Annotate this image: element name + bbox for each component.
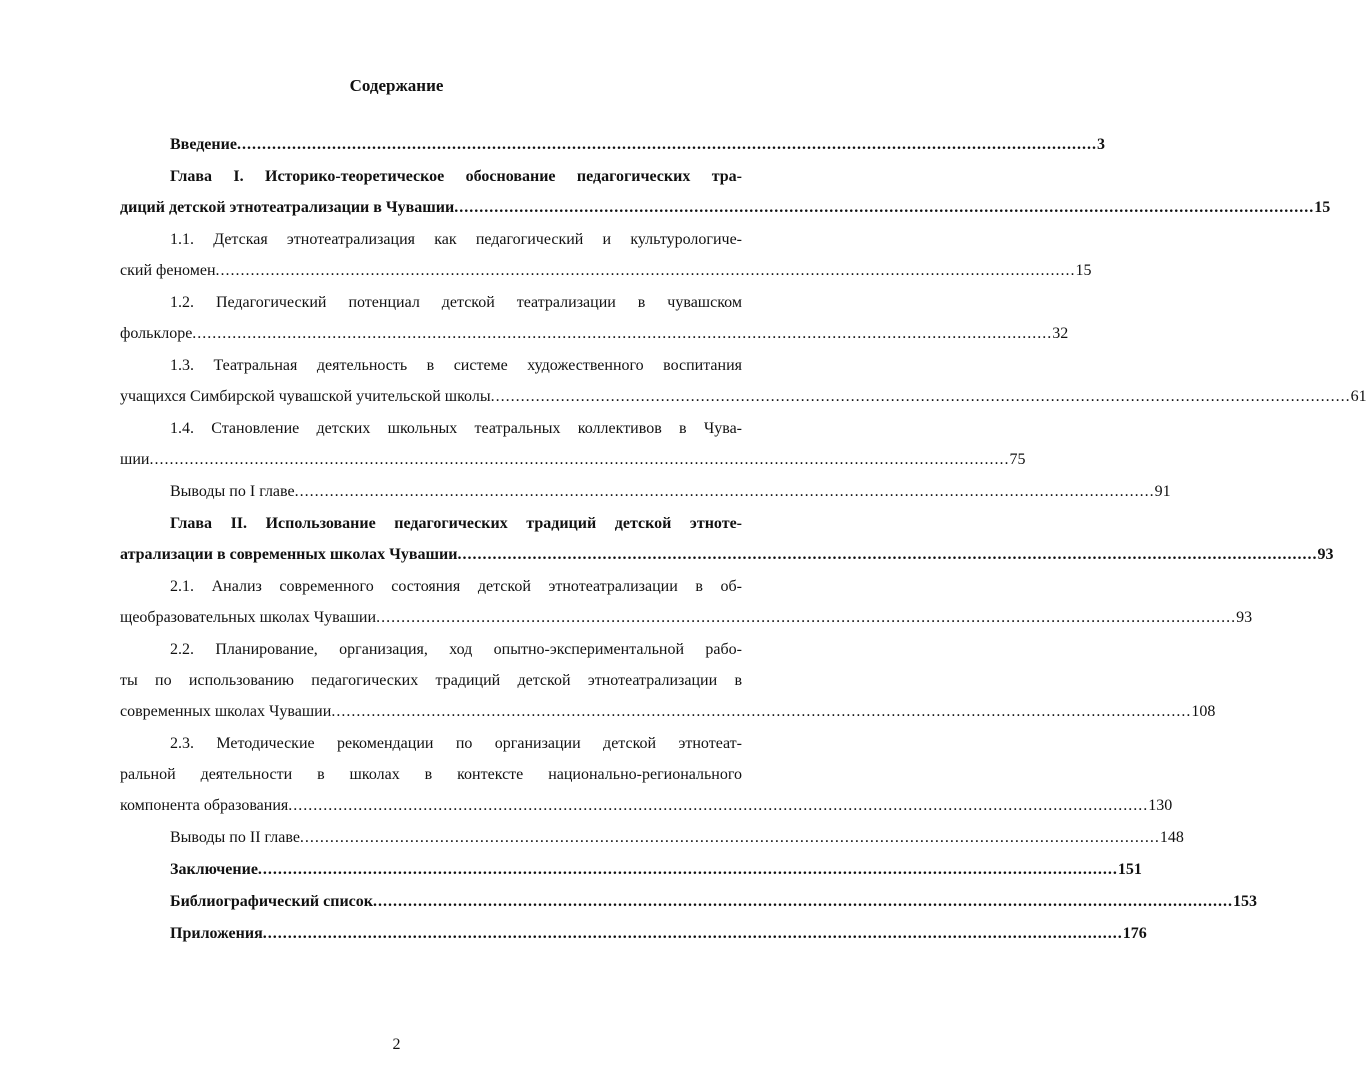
page-number: 2 [392,1036,401,1053]
toc-page-number: 15 [1075,262,1092,279]
toc-entry-1-1[interactable] [0,231,793,262]
toc-entry-1-3-cont[interactable] [0,388,1367,419]
toc-entry-2-1[interactable] [0,578,793,609]
toc-page-number: 32 [1052,325,1069,342]
leader-dots: ............................................................................................................................................................................ [215,262,1076,279]
toc-entry-title-line: Глава I. Историко-теоретическое обоснование педагогических тра- [170,168,742,185]
toc-entry-title: Введение [170,136,237,153]
toc-entry-title-line: 1.2. Педагогический потенциал детской театрализации в чувашском [170,294,742,311]
toc-entry-title-line: ты по использованию педагогических традиций детской этнотеатрализации в [120,672,742,689]
toc-entry-1-1-cont[interactable] [0,262,1092,293]
leader-dots: ............................................................................................................................................................................ [299,829,1160,846]
page-title: Содержание [349,76,444,95]
toc-page-number: 148 [1159,829,1184,846]
toc-entry-title: Приложения [170,925,263,942]
toc-entry-chapter-1[interactable] [0,168,793,199]
toc-entry-1-3[interactable] [0,357,793,388]
toc-entry-title: шии [120,451,150,468]
toc-entry-title: компонента образования [120,797,289,814]
leader-dots: ............................................................................................................................................................................ [376,609,1237,626]
toc-entry-title: Выводы по II главе [170,829,300,846]
toc-page-number: 108 [1191,703,1216,720]
toc-entry-title: Библиографический список [170,893,373,910]
toc-entry-title-line: 2.2. Планирование, организация, ход опытно-экспериментальной рабо- [170,641,742,658]
toc-entry-title: атрализации в современных школах Чувашии [120,546,458,563]
toc-entry-bibliography[interactable] [0,893,1257,924]
toc-entry-title-line: 1.3. Театральная деятельность в системе художественного воспитания [170,357,742,374]
toc-entry-1-2[interactable] [0,294,793,325]
leader-dots: ............................................................................................................................................................................ [454,199,1315,216]
toc-entry-title-line: 1.1. Детская этнотеатрализация как педагогический и культурологиче- [170,231,742,248]
toc-entry-title: учащихся Симбирской чувашской учительской школы [120,388,491,405]
toc-entry-conclusion[interactable] [0,861,1142,892]
leader-dots: ............................................................................................................................................................................ [257,861,1118,878]
toc-entry-1-4[interactable] [0,420,793,451]
toc-page-number: 75 [1009,451,1026,468]
leader-dots: ............................................................................................................................................................................ [288,797,1149,814]
leader-dots: ............................................................................................................................................................................ [149,451,1010,468]
toc-entry-title-line: 2.3. Методические рекомендации по организации детской этнотеат- [170,735,742,752]
toc-page-number: 91 [1154,483,1171,500]
toc-entry-conclusions-2[interactable] [0,829,1184,860]
toc-page-number: 61 [1350,388,1367,405]
toc-entry-2-3-cont[interactable] [0,797,1173,828]
toc-entry-2-3-line2[interactable] [0,766,793,797]
toc-entry-2-2[interactable] [0,641,793,672]
leader-dots: ............................................................................................................................................................................ [192,325,1053,342]
toc-entry-2-3[interactable] [0,735,793,766]
toc-page-number: 176 [1122,925,1147,942]
leader-dots: ............................................................................................................................................................................ [372,893,1233,910]
toc-entry-chapter-2[interactable] [0,515,793,546]
leader-dots: ............................................................................................................................................................................ [294,483,1155,500]
toc-entry-title: современных школах Чувашии [120,703,332,720]
toc-entry-2-2-cont[interactable] [0,703,1216,734]
toc-entry-title-line: 1.4. Становление детских школьных театральных коллективов в Чува- [170,420,742,437]
toc-entry-appendices[interactable] [0,925,1147,956]
toc-entry-title: Заключение [170,861,258,878]
leader-dots: ............................................................................................................................................................................ [236,136,1097,153]
toc-entry-title: фольклоре [120,325,193,342]
toc-entry-chapter-2-cont[interactable] [0,546,1334,577]
toc-entry-2-2-line2[interactable] [0,672,793,703]
leader-dots: ............................................................................................................................................................................ [262,925,1123,942]
leader-dots: ............................................................................................................................................................................ [457,546,1318,563]
toc-entry-title-line: Глава II. Использование педагогических традиций детской этноте- [170,515,742,532]
toc-entry-chapter-1-cont[interactable] [0,199,1331,230]
toc-page-number: 93 [1236,609,1253,626]
toc-page-number: 93 [1317,546,1334,563]
toc-entry-2-1-cont[interactable] [0,609,1253,640]
toc-entry-title-line: 2.1. Анализ современного состояния детской этнотеатрализации в об- [170,578,742,595]
toc-page-number: 3 [1096,136,1105,153]
leader-dots: ............................................................................................................................................................................ [331,703,1192,720]
toc-page-number: 151 [1117,861,1142,878]
toc-page-number: 130 [1148,797,1173,814]
toc-entry-title: диций детской этнотеатрализации в Чувашии [120,199,455,216]
toc-entry-title-line: ральной деятельности в школах в контексте национально-регионального [120,766,742,783]
toc-entry-1-2-cont[interactable] [0,325,1069,356]
toc-page-number: 153 [1232,893,1257,910]
toc-entry-title: ский феномен [120,262,216,279]
leader-dots: ............................................................................................................................................................................ [490,388,1351,405]
toc-page-number: 15 [1314,199,1331,216]
toc-entry-title: щеобразовательных школах Чувашии [120,609,377,626]
toc-entry-title: Выводы по I главе [170,483,295,500]
toc-entry-1-4-cont[interactable] [0,451,1026,482]
toc-entry-conclusions-1[interactable] [0,483,1171,514]
toc-entry-introduction[interactable] [0,136,1105,167]
